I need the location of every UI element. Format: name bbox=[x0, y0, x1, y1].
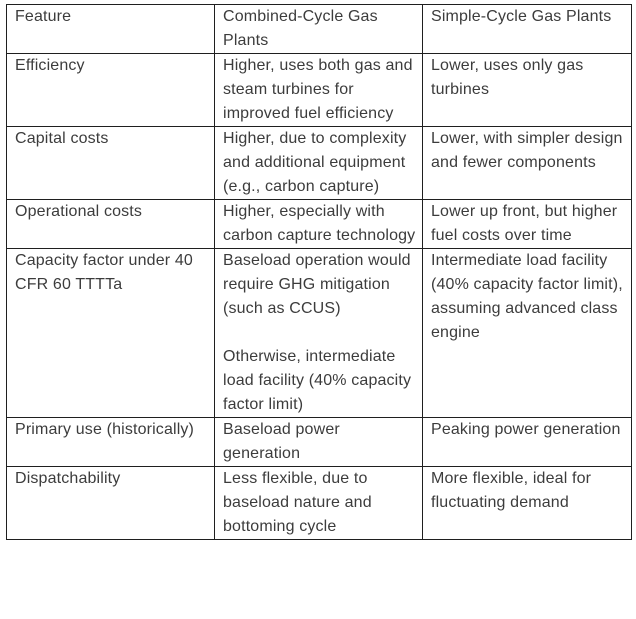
combined-paragraph-extra: Otherwise, intermediate load facility (40% capacity factor limit) bbox=[223, 348, 412, 413]
table-row bbox=[7, 200, 632, 249]
feature-cell: Efficiency bbox=[7, 54, 215, 127]
simple-cell: Lower, uses only gas turbines bbox=[423, 54, 632, 127]
simple-cell: Lower, with simpler design and fewer components bbox=[423, 127, 632, 200]
simple-cell: More flexible, ideal for fluctuating demand bbox=[423, 467, 632, 540]
combined-cell: Less flexible, due to baseload nature and bottoming cycle bbox=[215, 467, 423, 540]
combined-cell: Baseload power generation bbox=[215, 418, 423, 467]
feature-cell: Capital costs bbox=[7, 127, 215, 200]
simple-cell: Peaking power generation bbox=[423, 418, 632, 467]
table-row bbox=[7, 418, 632, 467]
simple-cell: Lower up front, but higher fuel costs over time bbox=[423, 200, 632, 249]
feature-cell: Capacity factor under 40 CFR 60 TTTTa bbox=[7, 249, 215, 418]
header-simple-cycle: Simple-Cycle Gas Plants bbox=[423, 5, 632, 54]
combined-cell bbox=[215, 249, 423, 418]
header-combined-cycle: Combined-Cycle Gas Plants bbox=[215, 5, 423, 54]
feature-cell: Operational costs bbox=[7, 200, 215, 249]
table-row bbox=[7, 249, 632, 418]
table-row bbox=[7, 127, 632, 200]
table-row bbox=[7, 54, 632, 127]
combined-cell: Higher, due to complexity and additional equipment (e.g., carbon capture) bbox=[215, 127, 423, 200]
combined-paragraph: Baseload operation would require GHG mitigation (such as CCUS) bbox=[223, 252, 411, 317]
combined-cell: Higher, especially with carbon capture technology bbox=[215, 200, 423, 249]
table-row bbox=[7, 467, 632, 540]
feature-cell: Primary use (historically) bbox=[7, 418, 215, 467]
comparison-table bbox=[6, 4, 632, 540]
paragraph-gap bbox=[223, 321, 416, 345]
simple-cell: Intermediate load facility (40% capacity factor limit), assuming advanced class engine bbox=[423, 249, 632, 418]
feature-cell: Dispatchability bbox=[7, 467, 215, 540]
table-header-row bbox=[7, 5, 632, 54]
header-feature: Feature bbox=[7, 5, 215, 54]
combined-cell: Higher, uses both gas and steam turbines for improved fuel efficiency bbox=[215, 54, 423, 127]
